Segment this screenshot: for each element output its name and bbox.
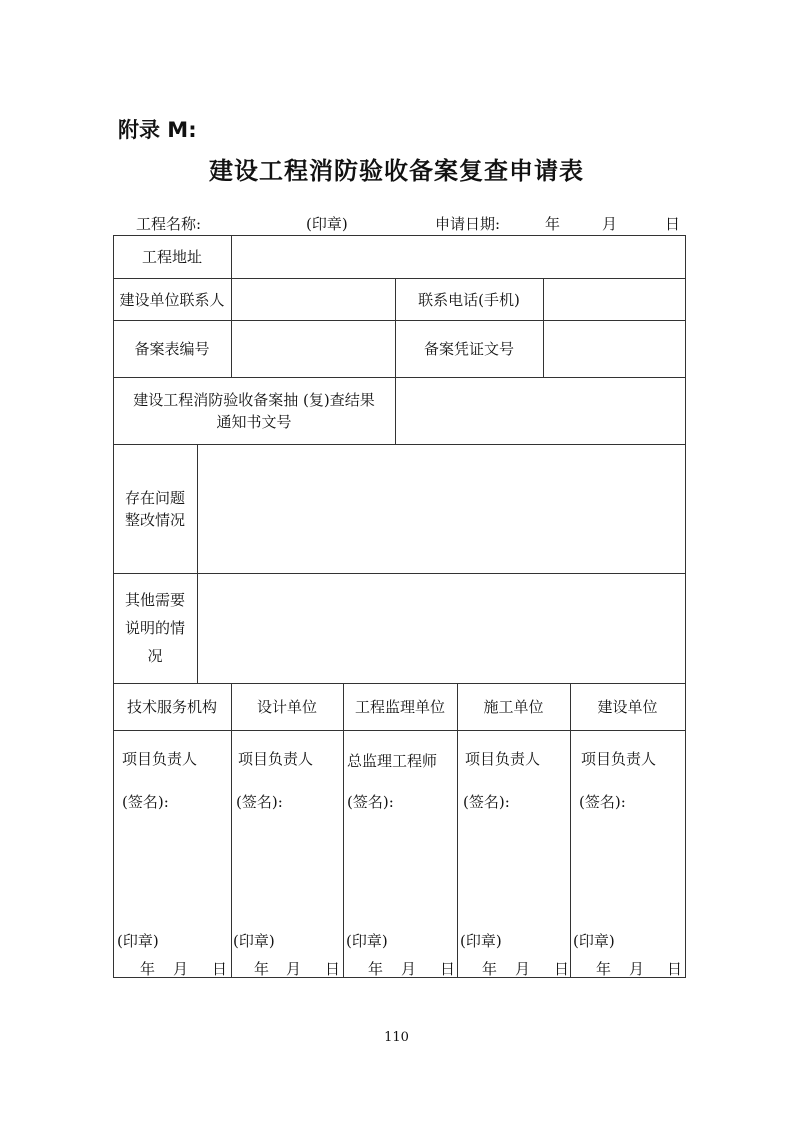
rectification-field[interactable] [198,445,685,573]
record-certificate-no-field[interactable] [544,321,685,377]
date-month: 月 [515,960,531,978]
grid-line [685,235,686,978]
rectification-label [113,444,197,573]
rectification-label-line1: 存在问题 [124,488,185,507]
date-month: 月 [173,960,189,978]
date-year: 年 [140,960,156,978]
other-notes-field[interactable] [198,574,685,683]
builder-contact-field[interactable] [232,279,395,320]
contact-phone-field[interactable] [544,279,685,320]
responsible-person-label: 项目负责人 [238,750,314,768]
date-day: 日 [212,960,228,978]
project-name-label: 工程名称: [136,215,202,233]
signature-label: (签名): [463,793,510,811]
responsible-person-label: 项目负责人 [122,750,198,768]
apply-month: 月 [602,215,618,233]
other-notes-label-line1: 其他需要 [124,591,185,609]
unit-header-tech-service: 技术服务机构 [126,698,217,716]
date-year: 年 [596,960,612,978]
responsible-person-label: 项目负责人 [581,750,657,768]
rectification-label-line2: 整改情况 [124,510,185,529]
date-day: 日 [325,960,341,978]
notice-no-field[interactable] [396,378,685,444]
seal-label: (印章) [573,932,615,950]
date-month: 月 [401,960,417,978]
record-form-no-label: 备案表编号 [134,340,210,358]
seal-label: (印章) [460,932,502,950]
appendix-label: 附录 M: [118,118,197,142]
other-notes-label-line3: 况 [147,647,163,665]
responsible-person-label: 项目负责人 [465,750,541,768]
grid-line [113,730,686,731]
other-notes-label [113,573,197,683]
contact-phone-label: 联系电话(手机) [418,290,520,309]
notice-no-label-line2: 通知书文号 [216,412,292,431]
record-form-no-field[interactable] [232,321,395,377]
date-month: 月 [286,960,302,978]
unit-header-construction: 施工单位 [483,698,544,716]
apply-day: 日 [665,215,681,233]
unit-header-supervision: 工程监理单位 [354,698,445,716]
project-address-label: 工程地址 [141,248,202,266]
apply-year: 年 [545,215,561,233]
other-notes-label-line2: 说明的情 [124,619,185,637]
notice-no-label [113,377,395,444]
builder-contact-label: 建设单位联系人 [119,290,225,309]
date-month: 月 [629,960,645,978]
signature-label: (签名): [236,793,283,811]
signature-label: (签名): [347,793,394,811]
date-day: 日 [667,960,683,978]
date-year: 年 [482,960,498,978]
unit-header-design: 设计单位 [256,698,317,716]
date-year: 年 [254,960,270,978]
seal-label: (印章) [117,932,159,950]
notice-no-label-line1: 建设工程消防验收备案抽 (复)查结果 [133,390,375,409]
unit-header-builder: 建设单位 [597,698,658,716]
date-day: 日 [554,960,570,978]
record-certificate-no-label: 备案凭证文号 [423,340,514,358]
signature-label: (签名): [122,793,169,811]
page-number: 110 [384,1030,409,1045]
project-address-field[interactable] [232,236,685,278]
seal-label: (印章) [233,932,275,950]
chief-supervisor-label: 总监理工程师 [347,752,438,770]
date-year: 年 [368,960,384,978]
header-seal: (印章) [306,215,348,233]
form-title: 建设工程消防验收备案复查申请表 [209,157,584,185]
apply-date-label: 申请日期: [435,215,501,233]
date-day: 日 [440,960,456,978]
seal-label: (印章) [346,932,388,950]
signature-label: (签名): [579,793,626,811]
